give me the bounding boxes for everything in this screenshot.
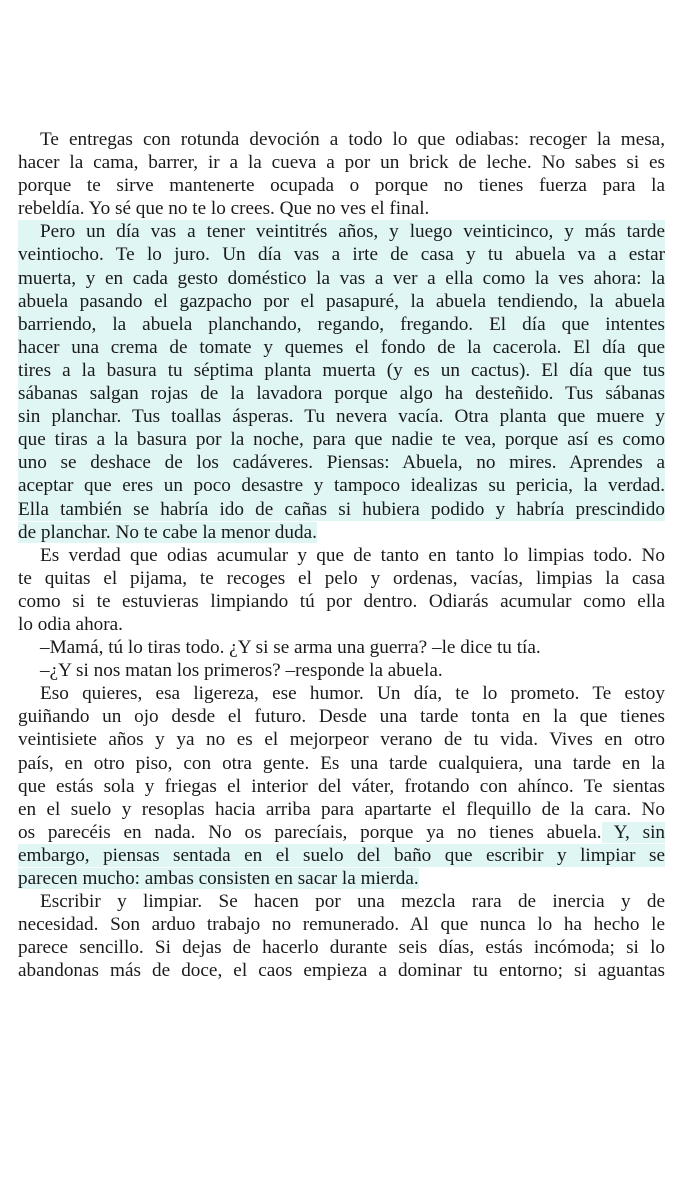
text-line: en el suelo y resoplas hacia arriba para apartarte el flequillo de la cara. No <box>18 798 665 820</box>
dialogue-line: –Mamá, tú lo tiras todo. ¿Y si se arma una guerra? –le dice tu tía. <box>40 637 541 659</box>
highlighted-text-line: embargo, piensas sentada en el suelo del baño que escribir y limpiar se <box>18 844 665 866</box>
highlighted-text-line: Pero un día vas a tener veintitrés años, y luego veinticinco, y más tarde <box>18 220 665 243</box>
paragraph-3 <box>18 544 665 636</box>
highlighted-text-line <box>18 867 665 890</box>
highlighted-text-line: barriendo, la abuela planchando, regando, fregando. El día que intentes <box>18 313 665 335</box>
highlight-segment: parecen mucho: ambas consisten en sacar la mierda. <box>18 868 419 889</box>
text-line: te quitas el pijama, te recoges el pelo y ordenas, vacías, limpias la casa <box>18 567 665 589</box>
text-line: Eso quieres, esa ligereza, ese humor. Un día, te lo prometo. Te estoy <box>40 683 665 705</box>
text-segment: os parecéis en nada. No os parecíais, porque ya no tienes abuela. <box>18 821 602 843</box>
paragraph-1 <box>18 128 665 220</box>
text-line: Escribir y limpiar. Se hacen por una mezcla rara de inercia y de <box>40 891 665 913</box>
text-line: porque te sirve mantenerte ocupada o porque no tienes fuerza para la <box>18 175 665 197</box>
text-line: abandonas más de doce, el caos empieza a dominar tu entorno; si aguantas <box>18 960 665 982</box>
highlighted-text-line: tires a la basura tu séptima planta muerta (y es un cactus). El día que tus <box>18 359 665 381</box>
text-line: que estás sola y friegas el interior del váter, frotando con ahínco. Te sientas <box>18 775 665 797</box>
text-line <box>18 821 665 844</box>
text-line: veintisiete años y ya no es el mejorpeor verano de tu vida. Vives en otro <box>18 729 665 751</box>
highlighted-text-line: muerta, y en cada gesto doméstico la vas a ver a ella como la ves ahora: la <box>18 267 665 289</box>
highlighted-text-line: sin planchar. Tus toallas ásperas. Tu nevera vacía. Otra planta que muere y <box>18 406 665 428</box>
text-line: necesidad. Son arduo trabajo no remunerado. Al que nunca lo ha hecho le <box>18 914 665 936</box>
highlighted-text-line: hacer una crema de tomate y quemes el fondo de la cacerola. El día que <box>18 336 665 358</box>
text-line: guiñando un ojo desde el futuro. Desde una tarde tonta en la que tienes <box>18 706 665 728</box>
highlighted-text-line: que tiras a la basura por la noche, para que nadie te vea, porque así es como <box>18 429 665 451</box>
paragraph-6 <box>18 682 665 890</box>
text-line: país, en otro piso, con otra gente. Es una tarde cualquiera, una tarde en la <box>18 752 665 774</box>
highlighted-text-line: abuela pasando el gazpacho por el pasapuré, la abuela tendiendo, la abuela <box>18 290 665 312</box>
highlight-segment: Y, sin <box>601 821 666 843</box>
highlighted-text-line: veintiocho. Te lo juro. Un día vas a irte de casa y tu abuela va a estar <box>18 244 665 266</box>
text-line: hacer la cama, barrer, ir a la cueva a por un brick de leche. No sabes si es <box>18 152 665 174</box>
text-line: rebeldía. Yo sé que no te lo crees. Que no ves el final. <box>18 198 430 220</box>
highlighted-text-line: sábanas salgan rojas de la lavadora porque algo ha desteñido. Tus sábanas <box>18 383 665 405</box>
highlighted-text-line <box>18 521 665 544</box>
text-line: parece sencillo. Si dejas de hacerlo durante seis días, estás incómoda; si lo <box>18 937 665 959</box>
text-line: Es verdad que odias acumular y que de tanto en tanto lo limpias todo. No <box>40 544 665 566</box>
text-line: Te entregas con rotunda devoción a todo lo que odiabas: recoger la mesa, <box>40 129 665 150</box>
highlighted-text-line: uno se deshace de los cadáveres. Piensas: Abuela, no mires. Aprendes a <box>18 452 665 474</box>
highlighted-text-line: Ella también se habría ido de cañas si hubiera podido y habría prescindido <box>18 498 665 520</box>
highlight-segment: de planchar. No te cabe la menor duda. <box>18 521 317 543</box>
text-line: lo odia ahora. <box>18 613 123 635</box>
text-line: como si te estuvieras limpiando tú por dentro. Odiarás acumular como ella <box>18 590 665 612</box>
highlighted-text-line: aceptar que eres un poco desastre y tampoco idealizas su pericia, la verdad. <box>18 475 665 497</box>
page-text <box>18 128 665 982</box>
paragraph-2-highlighted <box>18 220 665 543</box>
paragraph-7 <box>18 890 665 982</box>
dialogue-line: –¿Y si nos matan los primeros? –responde la abuela. <box>40 660 443 682</box>
